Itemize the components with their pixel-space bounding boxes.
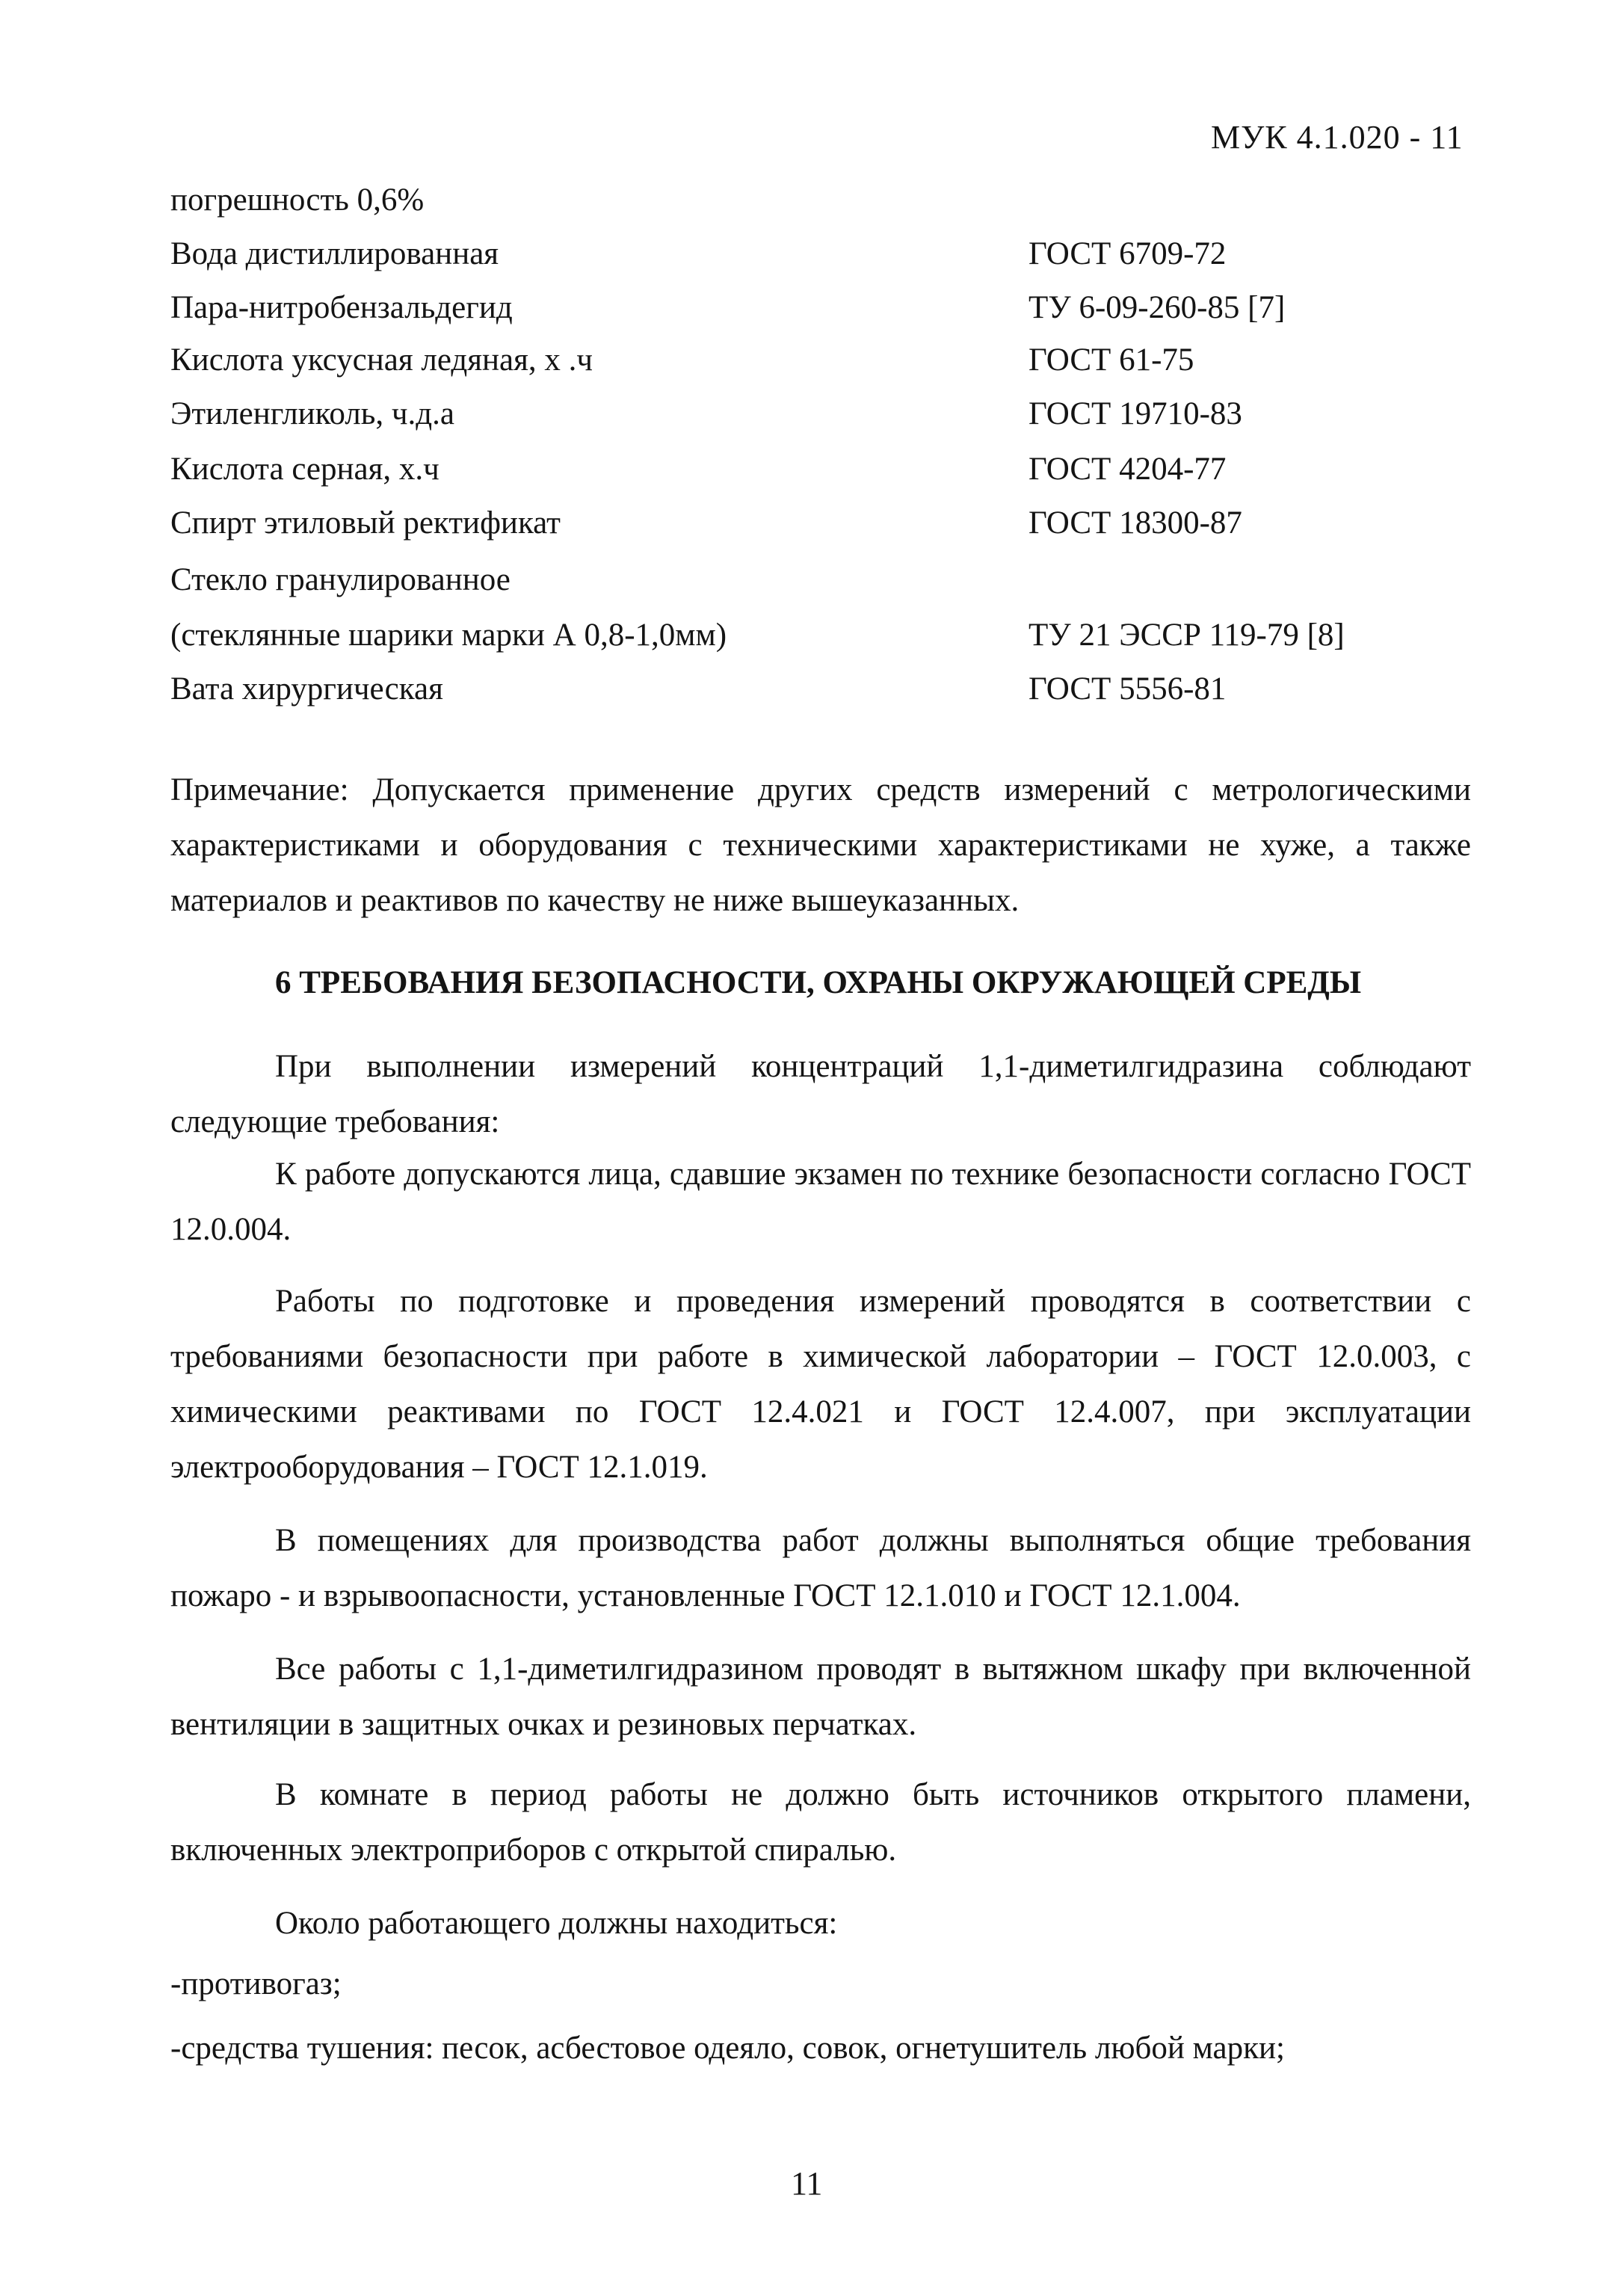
body-paragraph: Работы по подготовке и проведения измерений проводятся в соответствии с требованиями безопасности при работе в химической лаборатории – ГОСТ 12.0.003, с химическими реактивами по ГОСТ 12.4.021 и ГОСТ 12.4.007, при эксплуатации электрооборудования – ГОСТ 12.1.019. bbox=[170, 1284, 1471, 1485]
material-standard: ГОСТ 61-75 bbox=[1028, 342, 1194, 378]
section-heading: 6 ТРЕБОВАНИЯ БЕЗОПАСНОСТИ, ОХРАНЫ ОКРУЖАЮЩЕЙ СРЕДЫ bbox=[275, 965, 1362, 1000]
material-standard: ТУ 6-09-260-85 [7] bbox=[1028, 290, 1286, 325]
materials-row bbox=[170, 232, 1471, 277]
material-standard: ГОСТ 6709-72 bbox=[1028, 236, 1227, 271]
material-name: Спирт этиловый ректификат bbox=[170, 505, 561, 541]
material-standard: ГОСТ 5556-81 bbox=[1028, 671, 1227, 707]
materials-row bbox=[170, 558, 1471, 603]
materials-row bbox=[170, 392, 1471, 437]
material-standard: ТУ 21 ЭССР 119-79 [8] bbox=[1028, 618, 1345, 653]
note-paragraph: Примечание: Допускается применение других средств измерений с метрологическими характеристиками и оборудования с техническими характеристиками не хуже, а также материалов и реактивов по качеству не ниже вышеуказанных. bbox=[170, 772, 1471, 918]
material-name: Пара-нитробензальдегид bbox=[170, 290, 513, 325]
list-item: -противогаз; bbox=[170, 1966, 342, 2001]
materials-row bbox=[170, 178, 1471, 223]
list-item: -средства тушения: песок, асбестовое одеяло, совок, огнетушитель любой марки; bbox=[170, 2031, 1285, 2066]
material-name: Кислота серная, х.ч bbox=[170, 452, 440, 487]
body-paragraph: В комнате в период работы не должно быть источников открытого пламени, включенных электроприборов с открытой спиралью. bbox=[170, 1777, 1471, 1868]
materials-row bbox=[170, 667, 1471, 712]
materials-row bbox=[170, 501, 1471, 546]
material-standard: ГОСТ 4204-77 bbox=[1028, 452, 1227, 487]
material-standard: ГОСТ 19710-83 bbox=[1028, 396, 1242, 431]
materials-row bbox=[170, 338, 1471, 383]
material-name: (стеклянные шарики марки А 0,8-1,0мм) bbox=[170, 618, 727, 653]
body-paragraph: В помещениях для производства работ должны выполняться общие требования пожаро - и взрывоопасности, установленные ГОСТ 12.1.010 и ГОСТ 12.1.004. bbox=[170, 1523, 1471, 1613]
material-name: Вода дистиллированная bbox=[170, 236, 499, 271]
material-name: Кислота уксусная ледяная, х .ч bbox=[170, 342, 593, 378]
body-paragraph: Около работающего должны находиться: bbox=[275, 1906, 838, 1941]
body-paragraph: При выполнении измерений концентраций 1,1-диметилгидразина соблюдают следующие требования: bbox=[170, 1049, 1471, 1139]
materials-row bbox=[170, 286, 1471, 330]
material-name: Стекло гранулированное bbox=[170, 562, 511, 597]
materials-row bbox=[170, 447, 1471, 492]
body-paragraph: К работе допускаются лица, сдавшие экзамен по технике безопасности согласно ГОСТ 12.0.004. bbox=[170, 1157, 1471, 1247]
material-name: Этиленгликоль, ч.д.а bbox=[170, 396, 454, 431]
material-name: погрешность 0,6% bbox=[170, 182, 425, 218]
material-standard: ГОСТ 18300-87 bbox=[1028, 505, 1242, 541]
material-name: Вата хирургическая bbox=[170, 671, 443, 707]
body-paragraph: Все работы с 1,1-диметилгидразином проводят в вытяжном шкафу при включенной вентиляции в защитных очках и резиновых перчатках. bbox=[170, 1652, 1471, 1742]
document-code: МУК 4.1.020 - 11 bbox=[1211, 119, 1464, 156]
materials-row bbox=[170, 613, 1471, 658]
page-number: 11 bbox=[791, 2165, 823, 2202]
